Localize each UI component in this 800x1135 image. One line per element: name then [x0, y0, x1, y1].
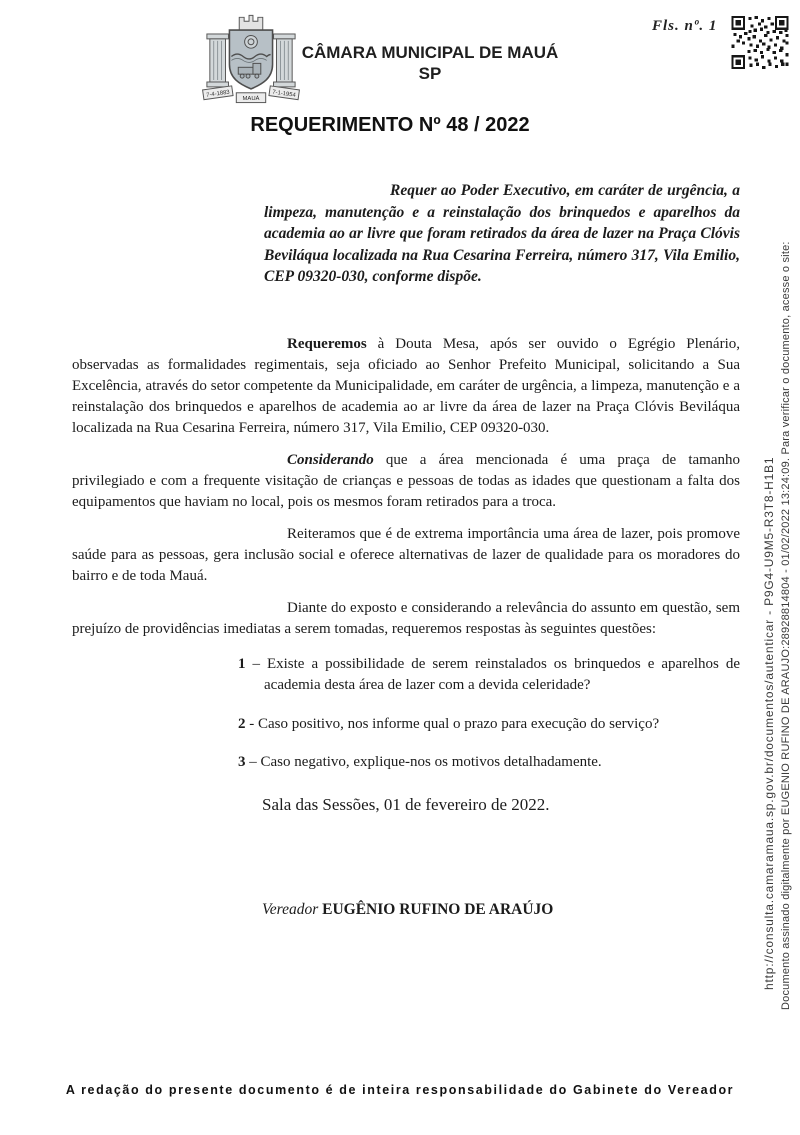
signature-line	[262, 899, 740, 920]
question-text: Existe a possibilidade de serem reinstalados os brinquedos e aparelhos de academia desta área de lazer com a devida celeridade?	[264, 655, 740, 693]
paragraph-text: que a área mencionada é uma praça de tamanho privilegiado e com a frequente visitação de crianças e pessoas de todas as idades que questionam a falta dos equipamentos que haviam no local, pois os mesmos foram retirados para a troca.	[72, 451, 740, 510]
questions-list	[238, 654, 740, 774]
question-separator: –	[252, 655, 260, 672]
session-date-line: Sala das Sessões, 01 de fevereiro de 2022.	[262, 794, 550, 814]
question-text: Caso negativo, explique-nos os motivos detalhadamente.	[260, 754, 602, 770]
question-number: 2	[238, 715, 246, 732]
org-header	[290, 42, 570, 84]
question-item-1	[238, 654, 740, 697]
crest-crown	[239, 15, 263, 30]
question-item-2	[238, 714, 740, 736]
signature-role: Vereador	[262, 900, 319, 918]
question-item-3	[238, 752, 740, 774]
qr-code	[731, 16, 789, 69]
question-number: 1	[238, 655, 246, 672]
crest-shield	[229, 30, 272, 89]
paragraph-requeremos	[72, 334, 740, 439]
question-number: 3	[238, 754, 246, 770]
summary-paragraph: Requer ao Poder Executivo, em caráter de urgência, a limpeza, manutenção e a reinstalação dos brinquedos e aparelhos da academia ao ar livre que foram retirados da área de lazer na Praça Clóvis Beviláqua localizada na Rua Cesarina Ferreira, número 317, Vila Emilio, CEP 09320-030, conforme dispõe.	[264, 182, 740, 285]
crest-banner-right: 7-1-1954	[271, 89, 297, 99]
coat-of-arms	[202, 10, 300, 105]
paragraph-lead-requeremos: Requeremos	[287, 335, 367, 352]
page-number-label: Fls. nº. 1	[652, 18, 718, 34]
paragraph-considerando	[72, 450, 740, 513]
org-name: CÂMARA MUNICIPAL DE MAUÁ	[301, 43, 559, 62]
paragraph-diante-do-exposto: Diante do exposto e considerando a relevância do assunto em questão, sem prejuízo de providências imediatas a serem tomadas, requeremos respostas às seguintes questões:	[72, 599, 740, 637]
paragraph-text: à Douta Mesa, após ser ouvido o Egrégio Plenário, observadas as formalidades regimentais, seja oficiado ao Senhor Prefeito Municipal, solicitando a Sua Excelência, através do setor competente da Municipalidade, em caráter de urgência, a limpeza, manutenção e a reinstalação dos brinquedos e aparelhos de academia ao ar livre da área de lazer na Praça Clóvis Beviláqua localizada na Rua Cesarina Ferreira, número 317, Vila Emilio, CEP 09320-030.	[72, 335, 740, 436]
question-separator: –	[249, 754, 257, 770]
document-title: REQUERIMENTO Nº 48 / 2022	[250, 114, 530, 136]
crest-banner-left: 7-4-1883	[205, 89, 231, 99]
signature-name: EUGÊNIO RUFINO DE ARAÚJO	[322, 900, 554, 918]
question-text: Caso positivo, nos informe qual o prazo para execução do serviço?	[258, 715, 660, 732]
crest-banner-center: MAUÁ	[242, 96, 260, 103]
footer-disclaimer: A redação do presente documento é de inteira responsabilidade do Gabinete do Vereador	[65, 1083, 735, 1097]
digital-signature-note: Documento assinado digitalmente por EUGENIO RUFINO DE ARAUJO:28928814804 - 01/02/2022 13:24:09. Para verificar o documento, acesse o site:	[780, 241, 792, 1010]
verification-url-note: http://consulta.camaramaua.sp.gov.br/documentos/autenticar - P9G4-U9M5-R3T8-H1B1	[762, 456, 776, 990]
document-body	[72, 180, 740, 920]
paragraph-lead-considerando: Considerando	[287, 451, 374, 468]
question-separator: -	[249, 715, 255, 732]
paragraph-reiteramos: Reiteramos que é de extrema importância uma área de lazer, pois promove saúde para as pessoas, gera inclusão social e oferece alternativas de lazer de qualidade para os moradores do bairro e de toda Mauá.	[72, 525, 740, 584]
org-state: SP	[418, 64, 442, 83]
